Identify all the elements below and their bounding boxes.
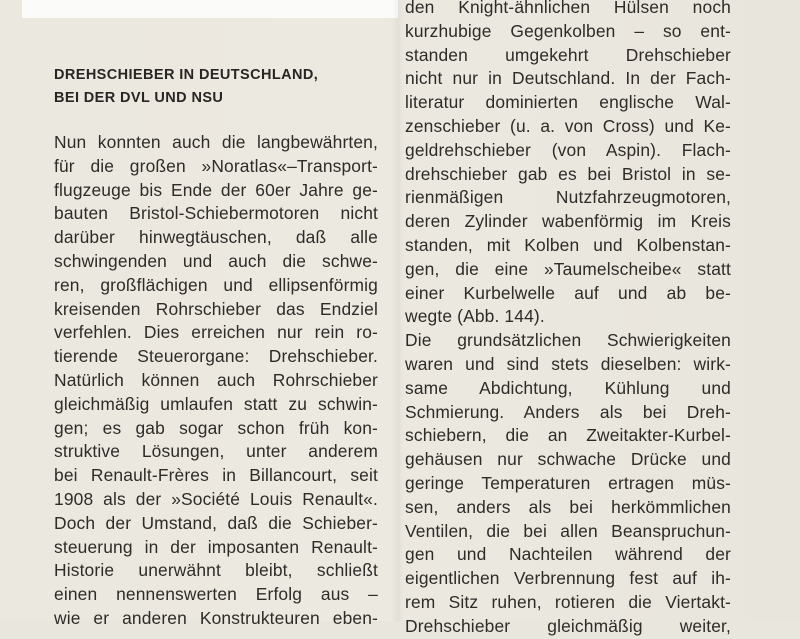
- text-line: Doch der Umstand, daß die Schieber-: [54, 512, 378, 533]
- right-text-column: [405, 0, 731, 639]
- text-line: gen und Nachteilen während der: [405, 544, 731, 565]
- text-line: flugzeuge bis Ende der 60er Jahre ge-: [54, 179, 378, 200]
- text-line: ren, großflächigen und ellipsenförmig: [54, 274, 378, 295]
- section-heading: [54, 64, 374, 110]
- text-line: kreisenden Rohrschieber das Endziel: [54, 298, 378, 319]
- text-line: gen, die eine »Taumelscheibe« statt: [405, 258, 731, 279]
- text-line: gen; es gab sogar schon früh kon-: [54, 417, 378, 438]
- text-line: rienmäßigen Nutzfahrzeugmotoren,: [405, 187, 731, 208]
- text-line: Drehschieber gleichmäßig weiter,: [405, 615, 731, 636]
- text-line: geringe Temperaturen ertragen müs-: [405, 472, 731, 493]
- text-line: same Abdichtung, Kühlung und: [405, 377, 731, 398]
- heading-line: BEI DER DVL UND NSU: [54, 90, 224, 106]
- text-line: schiebern, die an Zweitakter-Kurbel-: [405, 425, 731, 446]
- text-line: kurzhubige Gegenkolben – so ent-: [405, 20, 731, 41]
- page-top-margin-strip: [22, 0, 398, 18]
- text-line: bauten Bristol-Schiebermotoren nicht: [54, 203, 378, 224]
- text-line: für die großen »Noratlas«–Transport-: [54, 155, 378, 176]
- text-line: standen umgekehrt Drehschieber: [405, 44, 731, 65]
- text-line: schwingenden und auch die schwe-: [54, 250, 378, 271]
- heading-line: DREHSCHIEBER IN DEUTSCHLAND,: [54, 67, 319, 83]
- text-line: gehäusen nur schwache Drücke und: [405, 449, 731, 470]
- text-line: literatur dominierten englische Wal-: [405, 92, 731, 113]
- text-line: deren Zylinder wabenförmig im Kreis: [405, 211, 731, 232]
- text-line: bei Renault-Frères in Billancourt, seit: [54, 465, 378, 486]
- text-line: Ventilen, die bei allen Beanspruchun-: [405, 520, 731, 541]
- text-line: eigentlichen Verbrennung fest auf ih-: [405, 568, 731, 589]
- text-line: einen nennenswerten Erfolg aus –: [54, 584, 378, 605]
- text-line: darüber hinwegtäuschen, daß alle: [54, 227, 378, 248]
- text-line: wegte (Abb. 144).: [405, 306, 545, 327]
- left-text-column: [54, 131, 378, 631]
- text-line: einer Kurbelwelle auf und ab be-: [405, 282, 731, 303]
- text-line: Historie unerwähnt bleibt, schließt: [54, 560, 378, 581]
- text-line: Natürlich können auch Rohrschieber: [54, 369, 378, 390]
- text-line: Nun konnten auch die langbewährten,: [54, 132, 378, 152]
- text-line: sen, anders als bei herkömmlichen: [405, 496, 731, 517]
- text-line: geldrehschieber (von Aspin). Flach-: [405, 139, 731, 160]
- text-line: Die grundsätzlichen Schwierigkeiten: [405, 330, 731, 351]
- text-line: Schmierung. Anders als bei Dreh-: [405, 401, 731, 422]
- text-line: verfehlen. Dies erreichen nur rein ro-: [54, 322, 378, 343]
- text-line: rem Sitz ruhen, rotieren die Viertakt-: [405, 591, 731, 612]
- column-gutter: [392, 0, 404, 621]
- text-line: standen, mit Kolben und Kolbenstan-: [405, 234, 731, 255]
- text-line: tierende Steuerorgane: Drehschieber.: [54, 346, 378, 367]
- text-line: drehschieber gab es bei Bristol in se-: [405, 163, 731, 184]
- text-line: den Knight-ähnlichen Hülsen noch: [405, 0, 731, 17]
- text-line: struktive Lösungen, unter anderem: [54, 441, 378, 462]
- text-line: nicht nur in Deutschland. In der Fach-: [405, 68, 731, 89]
- text-line: zenschieber (u. a. von Cross) und Ke-: [405, 115, 731, 136]
- text-line: wie er anderen Konstrukteuren eben-: [54, 607, 378, 628]
- text-line: steuerung in der imposanten Renault-: [54, 536, 378, 557]
- text-line: gleichmäßig umlaufen statt zu schwin-: [54, 393, 378, 414]
- text-line: 1908 als der »Société Louis Renault«.: [54, 488, 378, 509]
- text-line: waren und sind stets dieselben: wirk-: [405, 353, 731, 374]
